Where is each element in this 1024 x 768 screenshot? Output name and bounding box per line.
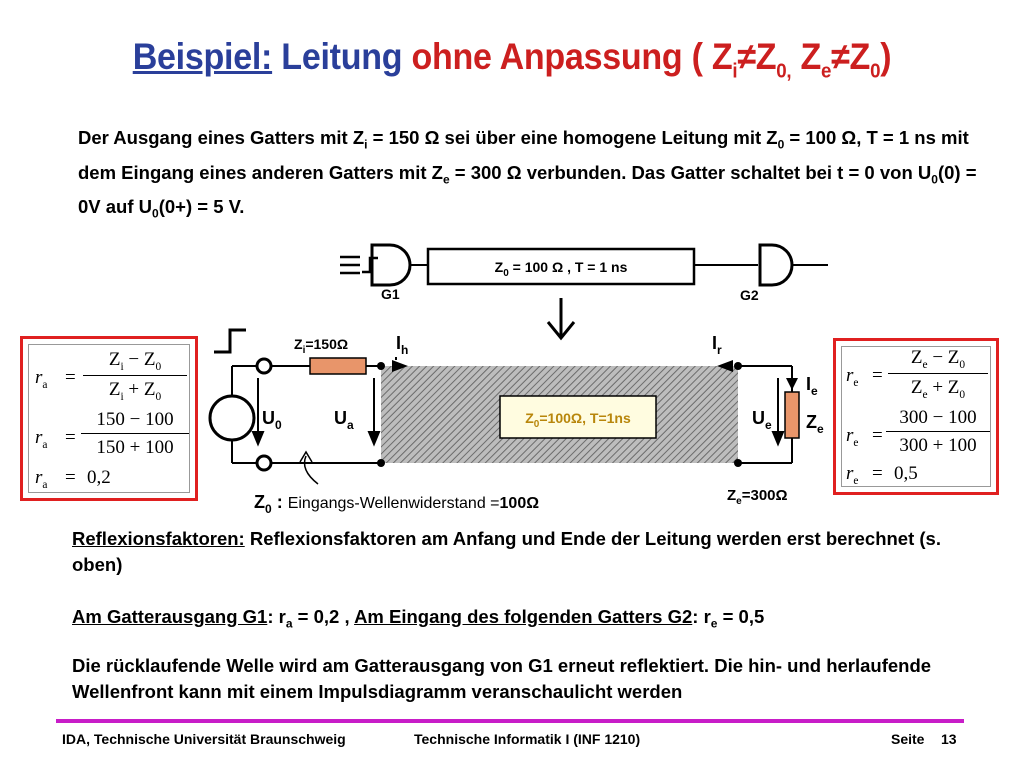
ue-label: $U_e$: [752, 408, 772, 432]
formula-box-right: $r_e$ = $\frac{Z_e - Z_0}{Z_e + Z_0}$ $r_e$ = $\frac{300 - 100}{300 + 100}$ $r_e$ = 0,5: [833, 338, 999, 495]
gate-g1-icon: [340, 245, 410, 285]
page-title: [41, 36, 983, 83]
formula-left-frac2: $\frac{150 - 100}{150 + 100}$: [81, 409, 189, 459]
ie-label: $I_e$: [806, 374, 818, 398]
g1-label: G1: [381, 286, 400, 302]
voltage-source-icon: [210, 396, 254, 440]
resistor-zi-icon: [310, 358, 366, 374]
ze-label: $Z_e$: [806, 412, 824, 436]
formula-box-left: $r_a$ = $\frac{Z_i - Z_0}{Z_i + Z_0}$ $r_a$ = $\frac{150 - 100}{150 + 100}$ $r_a$ = 0,2: [20, 336, 198, 501]
footer-divider: [56, 719, 964, 723]
gate-g2-icon: [760, 245, 828, 285]
footer-page-label: Seite: [891, 731, 925, 747]
formula-left-frac1: $\frac{Z_i - Z_0}{Z_i + Z_0}$: [83, 349, 187, 403]
footer-center: Technische Informatik I (INF 1210): [414, 731, 641, 747]
ih-label: $I_h$: [396, 333, 409, 357]
u0-label: $U_0$: [262, 408, 282, 432]
footer-left: IDA, Technische Universität Braunschweig: [62, 731, 346, 747]
ze300-label: $Z_e=300\Omega$: [727, 487, 788, 507]
zi-label: $Z_i=150\Omega$: [294, 336, 349, 356]
line-label-top: $Z_0 = 100$ Ω , T = 1 ns: [494, 259, 628, 279]
ir-label: $I_r$: [712, 333, 722, 357]
step-icon: [214, 330, 246, 352]
resistor-ze-icon: [785, 392, 799, 438]
title-label: Beispiel:: [132, 36, 273, 77]
g2-label: G2: [740, 287, 759, 303]
ua-label: $U_a$: [334, 408, 354, 432]
formula-right-frac1: $\frac{Z_e - Z_0}{Z_e + Z_0}$: [888, 347, 988, 401]
terminal-bottom-icon: [257, 456, 271, 470]
formula-left-result: 0,2: [87, 467, 111, 488]
footer-page-number: 13: [941, 731, 957, 747]
terminal-top-icon: [257, 359, 271, 373]
line-box-label: $Z_0=100\Omega$, T=1ns: [525, 410, 631, 430]
formula-right-result: 0,5: [894, 463, 918, 484]
title-part2: ohne Anpassung ( $Z_i\ne Z_{0,}$ $Z_e\ne Z_0$): [411, 36, 892, 83]
z0-note: $Z_0$ : Eingangs-Wellenwiderstand =100Ω: [254, 492, 540, 516]
closing-section: Die rücklaufende Welle wird am Gatterausgang von G1 erneut reflektiert. Die hin- und herlaufende Wellenfront kann mit einem Impulsdiagramm veranschaulicht werden: [72, 655, 932, 702]
title-part1: Leitung: [281, 36, 403, 77]
down-arrow-icon: [548, 298, 574, 338]
formula-right-frac2: $\frac{300 - 100}{300 + 100}$: [886, 407, 990, 457]
reflexion-section: Reflexionsfaktoren: Reflexionsfaktoren am Anfang und Ende der Leitung werden erst berechnet (s. oben): [72, 528, 941, 575]
intro-text: Der Ausgang eines Gatters mit $Z_i = 150$ Ω sei über eine homogene Leitung mit $Z_0 = 100$ Ω, T = 1 ns mit dem Eingang eines anderen Gatters mit $Z_e = 300$ Ω verbunden. Das Gatter schaltet bei t = 0 von $U_0(0) = 0V$ auf $U_0(0+) = 5$ V.: [78, 127, 977, 222]
gatter-section: Am Gatterausgang G1: $r_a = 0,2$ , Am Eingang des folgenden Gatters G2: $r_e = 0,5$: [72, 606, 765, 631]
